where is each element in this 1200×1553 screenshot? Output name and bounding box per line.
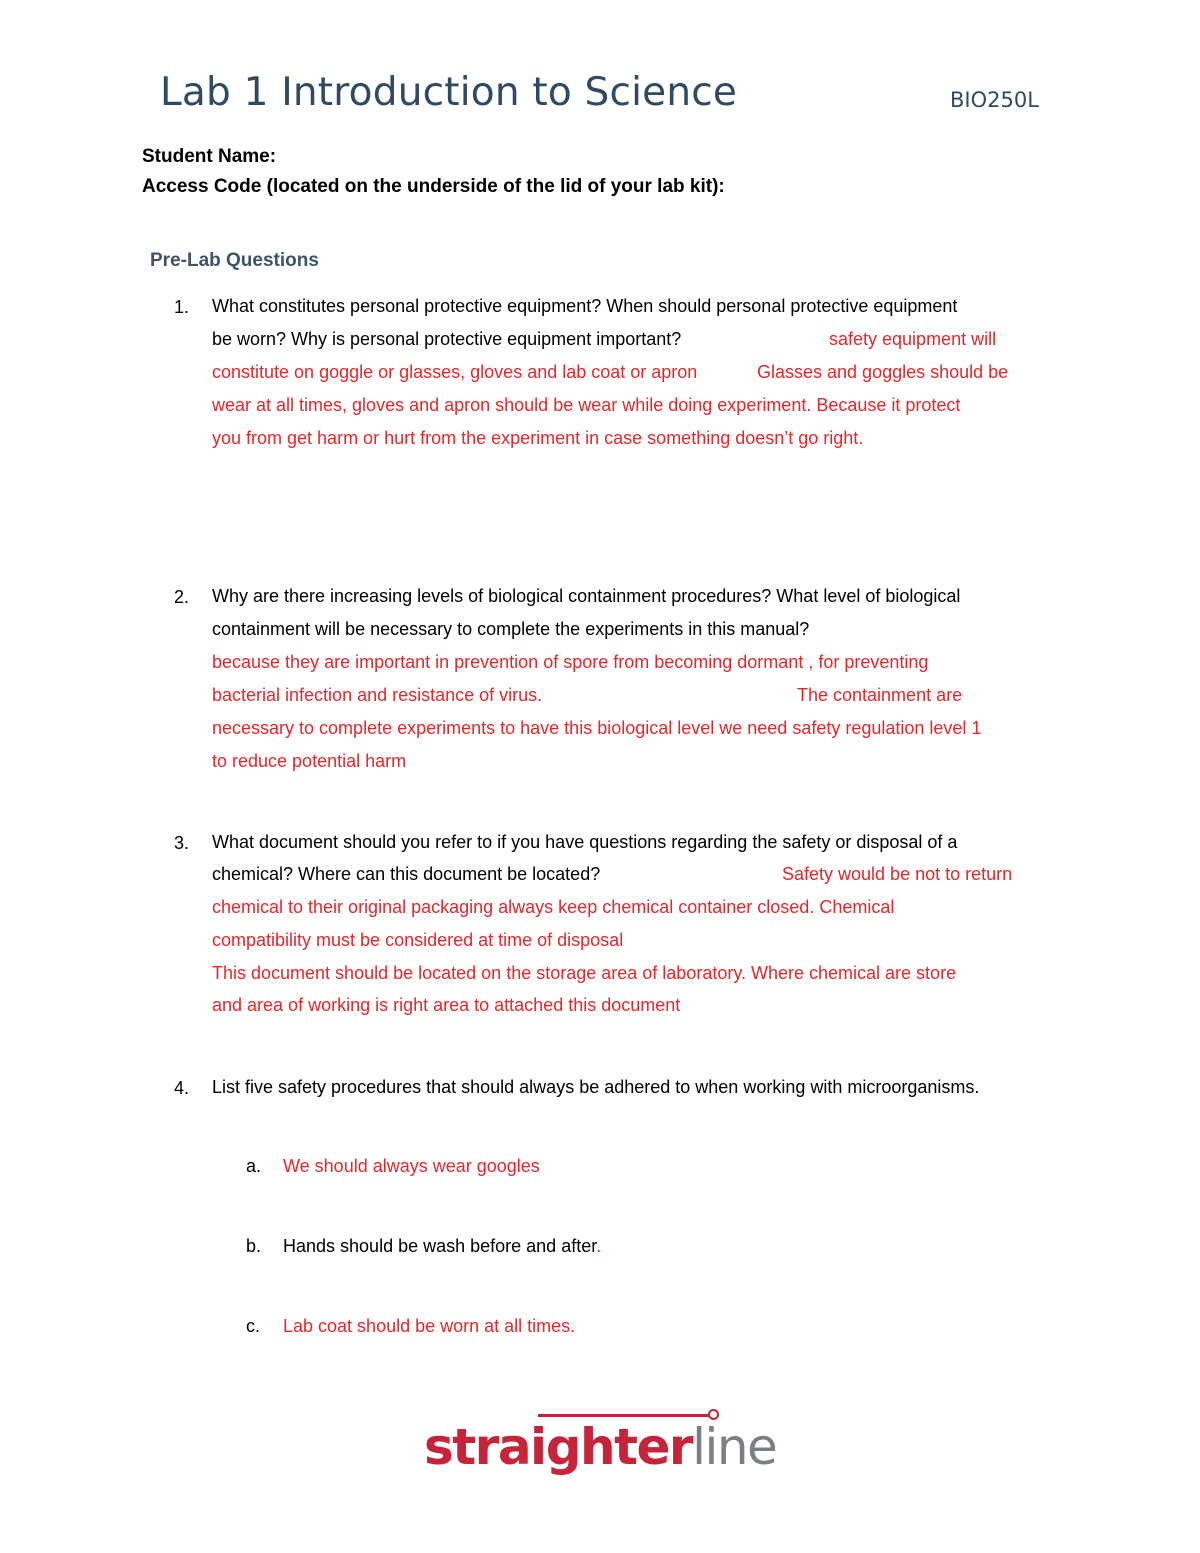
list-item-letter: a. xyxy=(246,1156,262,1176)
answer-3-line: This document should be located on the storage area of laboratory. Where chemical are store xyxy=(212,963,957,983)
answer-1-line: safety equipment will xyxy=(829,329,997,349)
question-1-line: be worn? Why is personal protective equipment important? xyxy=(212,329,682,349)
answer-2-line: bacterial infection and resistance of virus. xyxy=(212,685,543,705)
answer-2-line: to reduce potential harm xyxy=(212,751,407,771)
answer-3-line: compatibility must be considered at time of disposal xyxy=(212,930,624,950)
list-item-letter: b. xyxy=(246,1236,262,1256)
question-2-line: containment will be necessary to complete the experiments in this manual? xyxy=(212,619,810,639)
logo-rule xyxy=(538,1414,712,1417)
answer-3-line: Safety would be not to return xyxy=(782,864,1013,884)
list-item-letter: c. xyxy=(246,1316,261,1336)
student-name-label: Student Name: xyxy=(142,146,277,167)
question-1-line: What constitutes personal protective equipment? When should personal protective equipment xyxy=(212,296,958,316)
answer-3-line: and area of working is right area to attached this document xyxy=(212,995,681,1015)
question-3-line: What document should you refer to if you have questions regarding the safety or disposal of a xyxy=(212,832,958,852)
section-heading: Pre-Lab Questions xyxy=(150,250,319,271)
list-item-text: Hands should be wash before and after. xyxy=(283,1236,602,1256)
question-number: 1. xyxy=(174,297,190,317)
document-title: Lab 1 Introduction to Science xyxy=(160,70,738,115)
answer-3-line: chemical to their original packaging always keep chemical container closed. Chemical xyxy=(212,897,895,917)
access-code-label: Access Code (located on the underside of the lid of your lab kit): xyxy=(142,176,725,197)
question-number: 4. xyxy=(174,1078,190,1098)
list-item-text: Lab coat should be worn at all times. xyxy=(283,1316,576,1336)
straighterline-logo: straighterline xyxy=(424,1418,777,1476)
question-number: 3. xyxy=(174,833,190,853)
answer-1-line: Glasses and goggles should be xyxy=(757,362,1009,382)
question-4-line: List five safety procedures that should always be adhered to when working with microorganisms. xyxy=(212,1077,980,1097)
answer-1-line: you from get harm or hurt from the experiment in case something doesn’t go right. xyxy=(212,428,864,448)
answer-2-line: The containment are xyxy=(797,685,963,705)
answer-1-line: constitute on goggle or glasses, gloves and lab coat or apron xyxy=(212,362,698,382)
answer-2-line: necessary to complete experiments to have this biological level we need safety regulation level 1 xyxy=(212,718,982,738)
question-2-line: Why are there increasing levels of biological containment procedures? What level of biological xyxy=(212,586,961,606)
list-item-text: We should always wear googles xyxy=(283,1156,540,1176)
question-number: 2. xyxy=(174,587,190,607)
answer-2-line: because they are important in prevention of spore from becoming dormant , for preventing xyxy=(212,652,929,672)
course-code: BIO250L xyxy=(950,88,1039,112)
question-3-line: chemical? Where can this document be located? xyxy=(212,864,601,884)
answer-1-line: wear at all times, gloves and apron should be wear while doing experiment. Because it protect xyxy=(212,395,961,415)
